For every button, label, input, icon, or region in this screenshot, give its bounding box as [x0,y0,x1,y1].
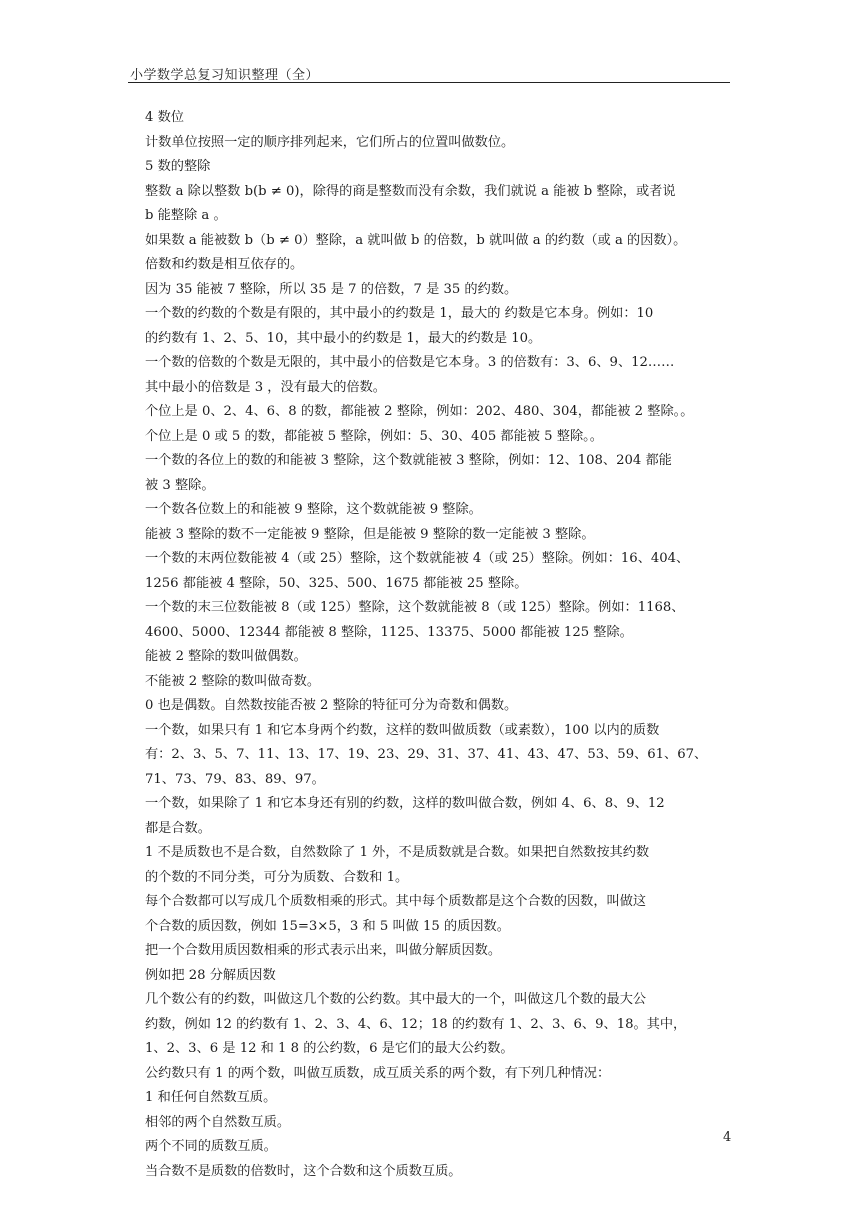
text-line: 其中最小的倍数是 3 ，没有最大的倍数。 [145,379,386,395]
document-body [145,106,735,1184]
text-line: 的约数有 1、2、5、10，其中最小的约数是 1，最大的约数是 10。 [145,330,542,346]
text-line: 71、73、79、83、89、97。 [145,771,325,787]
text-line: 能被 3 整除的数不一定能被 9 整除，但是能被 9 整除的数一定能被 3 整除。 [145,526,595,542]
text-line: 一个数的末两位数能被 4（或 25）整除，这个数就能被 4（或 25）整除。例如：16、404、 [145,551,690,566]
text-line: 1 和任何自然数互质。 [145,1090,277,1105]
text-line: 每个合数都可以写成几个质数相乘的形式。其中每个质数都是这个合数的因数，叫做这 [145,894,647,909]
text-line: 能被 2 整除的数叫做偶数。 [145,649,307,664]
text-line: 1 不是质数也不是合数，自然数除了 1 外，不是质数就是合数。如果把自然数按其约数 [145,845,650,860]
text-line: 整数 a 除以整数 b(b ≠ 0)，除得的商是整数而没有余数，我们就说 a 能被 b 整除，或者说 [145,183,676,199]
text-line: 的个数的不同分类，可分为质数、合数和 1。 [145,869,409,885]
text-line: 例如把 28 分解质因数 [145,967,276,983]
text-line: 一个数的各位上的数的和能被 3 整除，这个数就能被 3 整除，例如：12、108、204 都能 [145,453,672,468]
text-line: 把一个合数用质因数相乘的形式表示出来，叫做分解质因数。 [145,943,502,958]
page-header [128,62,730,83]
text-line: 都是合数。 [145,820,211,836]
text-line: 个位上是 0 或 5 的数，都能被 5 整除，例如：5、30、405 都能被 5 整除。。 [145,428,603,444]
text-line: 当合数不是质数的倍数时，这个合数和这个质数互质。 [145,1163,462,1179]
text-line: 不能被 2 整除的数叫做奇数。 [145,673,321,689]
text-line: 1、2、3、6 是 12 和 1 8 的公约数，6 是它们的最大公约数。 [145,1041,514,1056]
text-line: 0 也是偶数。自然数按能否被 2 整除的特征可分为奇数和偶数。 [145,698,518,713]
text-line: 相邻的两个自然数互质。 [145,1114,291,1130]
text-line: 有：2、3、5、7、11、13、17、19、23、29、31、37、41、43、47、53、59、61、67、 [145,747,708,762]
text-line: 一个数的倍数的个数是无限的，其中最小的倍数是它本身。3 的倍数有：3、6、9、12…… [145,355,675,370]
text-line: 一个数，如果只有 1 和它本身两个约数，这样的数叫做质数（或素数），100 以内的质数 [145,722,660,738]
text-line: 一个数各位数上的和能被 9 整除，这个数就能被 9 整除。 [145,502,482,517]
text-line: 5 数的整除 [145,159,211,174]
header-title: 小学数学总复习知识整理（全） [130,68,320,83]
text-line: 被 3 整除。 [145,477,215,493]
text-line: 个位上是 0、2、4、6、8 的数，都能被 2 整除，例如：202、480、304，都能被 2 整除。。 [145,404,694,419]
text-line: 约数，例如 12 的约数有 1、2、3、4、6、12；18 的约数有 1、2、3、6、9、18。其中， [145,1016,687,1032]
text-line: 4 数位 [145,110,184,125]
text-line: 一个数，如果除了 1 和它本身还有别的约数，这样的数叫做合数，例如 4、6、8、9、12 [145,796,665,811]
text-line: b 能整除 a 。 [145,208,227,223]
text-line: 倍数和约数是相互依存的。 [145,257,304,272]
text-line: 一个数的末三位数能被 8（或 125）整除，这个数就能被 8（或 125）整除。例如：1168、 [145,600,685,615]
text-line: 因为 35 能被 7 整除，所以 35 是 7 的倍数，7 是 35 的约数。 [145,281,518,297]
text-line: 公约数只有 1 的两个数，叫做互质数，成互质关系的两个数，有下列几种情况： [145,1065,611,1081]
text-line: 4600、5000、12344 都能被 8 整除，1125、13375、5000 都能被 125 整除。 [145,624,633,640]
text-line: 1256 都能被 4 整除，50、325、500、1675 都能被 25 整除。 [145,575,528,591]
text-line: 个合数的质因数，例如 15=3×5，3 和 5 叫做 15 的质因数。 [145,918,510,934]
text-line: 如果数 a 能被数 b（b ≠ 0）整除，a 就叫做 b 的倍数，b 就叫做 a 的约数（或 a 的因数）。 [145,232,687,248]
text-line: 一个数的约数的个数是有限的，其中最小的约数是 1，最大的 约数是它本身。例如：10 [145,306,654,321]
text-line: 计数单位按照一定的顺序排列起来，它们所占的位置叫做数位。 [145,134,515,150]
text-line: 两个不同的质数互质。 [145,1139,277,1154]
text-line: 几个数公有的约数，叫做这几个数的公约数。其中最大的一个，叫做这几个数的最大公 [145,992,647,1007]
page-number: 4 [723,1130,732,1145]
